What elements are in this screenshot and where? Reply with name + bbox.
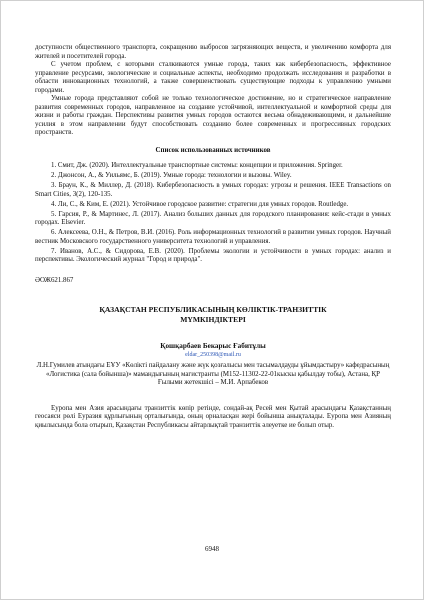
author-affiliation: Л.Н.Гумилев атындағы ЕҰУ «Көлікті пайдалану және жүк қозғалысы мен тасымалдауды ұйымдастыру» кафедрасының «Логистика (сала бойынша)» мамандығының магистранты (М152-11302-22-01кыскы қабылдау тобы), Астана, ҚР xyxy=(36,362,390,378)
scientific-supervisor: Ғылыми жетекшісі – М.И. Арпабеков xyxy=(157,379,269,386)
reference-item: 6. Алексеева, О.Н., & Петров, В.И. (2016). Роль информационных технологий в развитии умных городов. Научный вестник Московского государственного университета технологий и управления. xyxy=(35,229,391,245)
reference-item: 3. Браун, К., & Миллер, Д. (2018). Кибербезопасность в умных городах: угрозы и решения. IEEE Transactions on Smart Cities, 3(2), 120-135. xyxy=(35,182,391,198)
reference-item: 5. Гарсия, Р., & Мартинес, Л. (2017). Анализ больших данных для городского планирования: кейс-стади в умных городах. Elsevier. xyxy=(35,210,391,226)
article-title-line: МҮМКІНДІКТЕРІ xyxy=(180,314,246,324)
reference-item: 4. Ли, С., & Ким, Е. (2021). Устойчивое городское развитие: стратегии для умных городов. Routledge. xyxy=(51,200,349,208)
article-paragraph: Еуропа мен Азия арасындағы транзиттік көпір ретінде, сондай-ақ Ресей мен Қытай арасындағы Қазақстанның геосаяси рөлі Еуразия құрлығының орталығында, оның орналасқан жері бойынша анықталады. Еуропа мен Азияның қиылысында бола отырып, Қазақстан Республикасы айтарлықтай транзиттік әлеуетке ие болып отыр. xyxy=(35,404,391,429)
author-name: Қошқарбаев Бекарыс Ғабитұлы xyxy=(160,342,266,350)
page-number: 6948 xyxy=(205,545,219,553)
paragraph-continuation: доступности общественного транспорта, сокращению выбросов загрязняющих веществ, и увеличению комфорта для жителей и посетителей города. xyxy=(35,44,391,60)
paragraph-conclusion: Умные города представляют собой не только технологическое достижение, но и стратегическое направление развития современных городов, направленное на создание устойчивой, интеллектуальной и комфортной среды для жизни и работы граждан. Перспективы развития умных городов остаются весьма обнадеживающими, и дальнейшие усилия в этом направлении будут способствовать созданию более современных и прогрессивных городских пространств. xyxy=(35,95,391,136)
references-title: Список использованных источников xyxy=(155,146,271,154)
reference-item: 1. Смит, Дж. (2020). Интеллектуальные транспортные системы: концепции и приложения. Springer. xyxy=(51,162,343,169)
page-content xyxy=(35,44,391,430)
article-title xyxy=(35,305,391,324)
article-title-line: ҚАЗАҚСТАН РЕСПУБЛИКАСЫНЫҢ КӨЛІКТІК-ТРАНЗИТТІК xyxy=(99,305,327,314)
udc-code: ӘОЖ621.867 xyxy=(35,276,74,284)
reference-item: 2. Джонсон, А., & Уильямс, Б. (2019). Умные города: технологии и вызовы. Wiley. xyxy=(51,172,292,179)
reference-item: 7. Иванов, А.С., & Сидорова, Е.В. (2020). Проблемы экологии и устойчивости в умных городах: анализ и перспективы. Экологический журнал "Город и природа". xyxy=(35,247,391,263)
paragraph-problems: С учетом проблем, с которыми сталкиваются умные города, таких как кибербезопасность, эффективное управление ресурсами, экологические и социальные аспекты, необходимо продолжать исследования и разработки в области инновационных технологий, а также совершенствовать существующие подходы к управлению умными городами. xyxy=(35,61,391,94)
author-email-link[interactable]: eldar_250398@mail.ru xyxy=(185,351,241,358)
